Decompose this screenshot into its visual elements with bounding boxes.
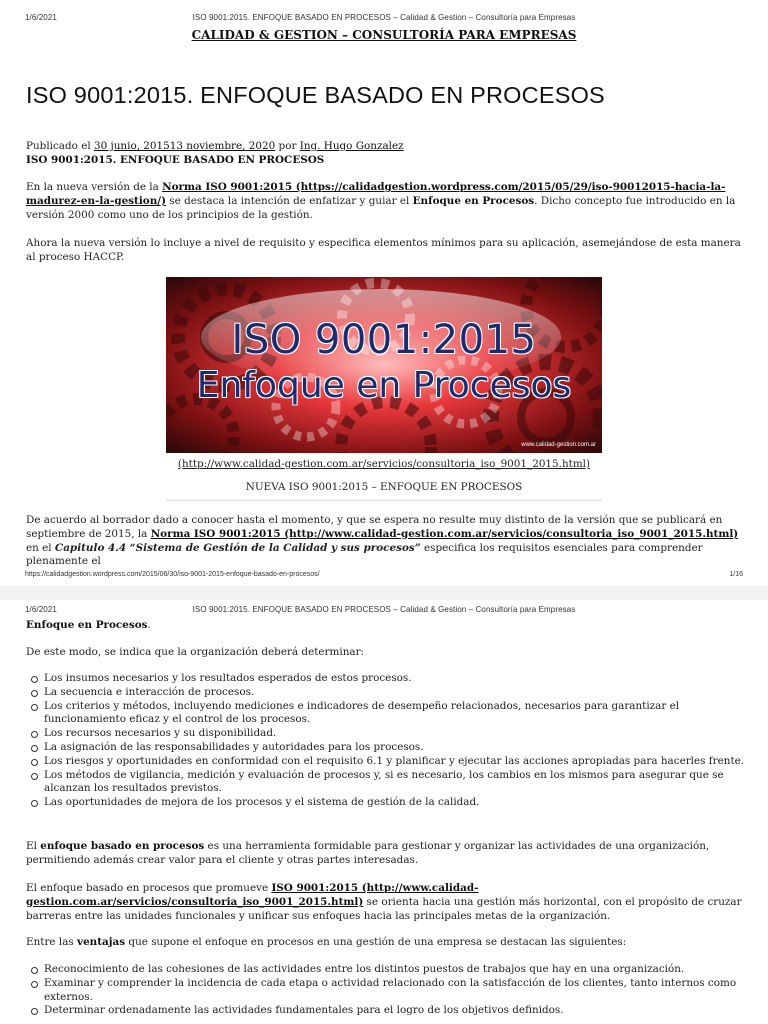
text: que supone el enfoque en procesos en una gestión de una empresa se destacan las siguientes: (125, 936, 627, 948)
paragraph-advantages (26, 936, 742, 950)
requirements-list (26, 672, 760, 810)
text: . Dicho concepto fue introducido en la versión 2000 como uno de los principios de la gestión. (26, 194, 736, 221)
print-page-title: ISO 9001:2015. ENFOQUE BASADO EN PROCESOS – Calidad & Gestion – Consultoría para Empresas (192, 13, 576, 22)
iso-norm-link-3[interactable]: ISO 9001:2015 (http://www.calidad-gestion.com.ar/servicios/consultoria_iso_9001_2015.html) (26, 882, 479, 908)
banner-subcaption: NUEVA ISO 9001:2015 – ENFOQUE EN PROCESOS (245, 481, 523, 493)
list-item: Los insumos necesarios y los resultados esperados de estos procesos. (44, 672, 760, 686)
list-item: La secuencia e interacción de procesos. (44, 686, 760, 700)
meta-by-label: por (275, 140, 300, 152)
paragraph-intro (26, 181, 742, 222)
post-title: ISO 9001:2015. ENFOQUE BASADO EN PROCESOS (26, 82, 605, 108)
page-separator (0, 586, 768, 600)
banner-url: www.calidad-gestion.com.ar (521, 442, 596, 448)
list-item: Reconocimiento de las cohesiones de las actividades entre los distintos puestos de trabajos que hay en una organización. (44, 963, 760, 977)
paragraph-process-approach (26, 840, 742, 868)
print-date: 1/6/2021 (25, 605, 57, 614)
iso-norm-link[interactable]: Norma ISO 9001:2015 (https://calidadgestion.wordpress.com/2015/05/29/iso-90012015-hacia-la-madurez-en-la-gestion/) (26, 181, 726, 207)
post-subtitle: ISO 9001:2015. ENFOQUE BASADO EN PROCESOS (26, 154, 325, 166)
banner-line-1: ISO 9001:2015 (231, 317, 537, 363)
pdf-page-2 (0, 600, 768, 1024)
text: . (147, 619, 151, 631)
list-item: Examinar y comprender la incidencia de cada etapa o actividad relacionado con la satisfacción de los clientes, tanto internos como externos. (44, 977, 760, 1005)
text: se destaca la intención de enfatizar y guiar el (165, 194, 413, 207)
post-date-link[interactable]: 30 junio, 201513 noviembre, 2020 (93, 140, 276, 152)
text: En la nueva versión de la (26, 181, 163, 193)
caption-link[interactable]: (http://www.calidad-gestion.com.ar/servicios/consultoria_iso_9001_2015.html) (177, 458, 591, 470)
list-item: Los riesgos y oportunidades en conformidad con el requisito 6.1 y planificar y ejecutar las acciones apropiadas para hacerles frente. (44, 755, 760, 769)
blog-title-link[interactable]: CALIDAD & GESTION – CONSULTORÍA PARA EMPRESAS (191, 28, 577, 42)
text: El (26, 840, 41, 852)
list-item: Los métodos de vigilancia, medición y evaluación de procesos y, si es necesario, los cambios en los mismos para asegurar que se alcanzan los resultados previstos. (44, 769, 760, 797)
paragraph-haccp: Ahora la nueva versión lo incluye a nivel de requisito y especifica elementos mínimos para su aplicación, asemejándose de esta manera al proceso HACCP. (26, 237, 741, 263)
paragraph-determine: De este modo, se indica que la organización deberá determinar: (26, 646, 365, 658)
list-item: La asignación de las responsabilidades y autoridades para los procesos. (44, 741, 760, 755)
list-item: Determinar ordenadamente las actividades fundamentales para el logro de los objetivos definidos. (44, 1004, 760, 1018)
list-item: Las oportunidades de mejora de los procesos y el sistema de gestión de la calidad. (44, 796, 760, 810)
text: De acuerdo al borrador dado a conocer hasta el momento, y que se espera no resulte muy distinto de la versión que se publicará en septiembre de 2015, la (26, 514, 723, 540)
italic-text: Capitulo 4.4 “Sistema de Gestión de la Calidad y sus procesos” (54, 541, 421, 554)
list-item: Los criterios y métodos, incluyendo mediciones e indicadores de desempeño relacionados, necesarios para garantizar el funcionamiento eficaz y el control de los procesos. (44, 700, 760, 728)
advantages-list (26, 963, 760, 1018)
text: El enfoque basado en procesos que promueve (26, 882, 272, 894)
banner-caption (0, 458, 768, 470)
bold-text: Enfoque en Procesos (26, 619, 148, 631)
bold-text: Enfoque en Procesos (412, 194, 535, 207)
bold-text: enfoque basado en procesos (40, 840, 205, 852)
text: se orienta hacia una gestión más horizontal, con el propósito de cruzar barreras entre las unidades funcionales y unificar sus enfoques hacia las principales metas de la organización. (26, 895, 742, 922)
post-meta (26, 140, 742, 154)
iso-banner-image[interactable] (166, 277, 602, 453)
paragraph-horizontal (26, 882, 742, 923)
print-page-title: ISO 9001:2015. ENFOQUE BASADO EN PROCESOS – Calidad & Gestion – Consultoría para Empresas (192, 605, 576, 614)
text: especifica los requisitos esenciales para comprender plenamente el (26, 541, 703, 568)
text: Entre las (26, 936, 78, 948)
lead-line (26, 619, 742, 633)
text: en el (26, 541, 55, 554)
text: es una herramienta formidable para gestionar y organizar las actividades de una organización, permitiendo además crear valor para el cliente y otras partes interesadas. (26, 840, 710, 866)
footer-page-number: 1/16 (729, 571, 743, 578)
print-date: 1/6/2021 (25, 13, 57, 22)
divider (166, 500, 602, 501)
footer-url: https://calidadgestion.wordpress.com/2015/06/30/iso-9001-2015-enfoque-basado-en-procesos/ (25, 571, 320, 578)
paragraph-draft (26, 514, 742, 569)
iso-norm-link-2[interactable]: Norma ISO 9001:2015 (http://www.calidad-gestion.com.ar/servicios/consultoria_iso_9001_2015.html) (150, 527, 739, 540)
author-link[interactable]: Ing. Hugo Gonzalez (299, 140, 404, 152)
banner-line-2: Enfoque en Procesos (196, 365, 572, 406)
meta-published-label: Publicado el (26, 140, 94, 152)
list-item: Los recursos necesarios y su disponibilidad. (44, 727, 760, 741)
bold-text: ventajas (77, 936, 126, 948)
